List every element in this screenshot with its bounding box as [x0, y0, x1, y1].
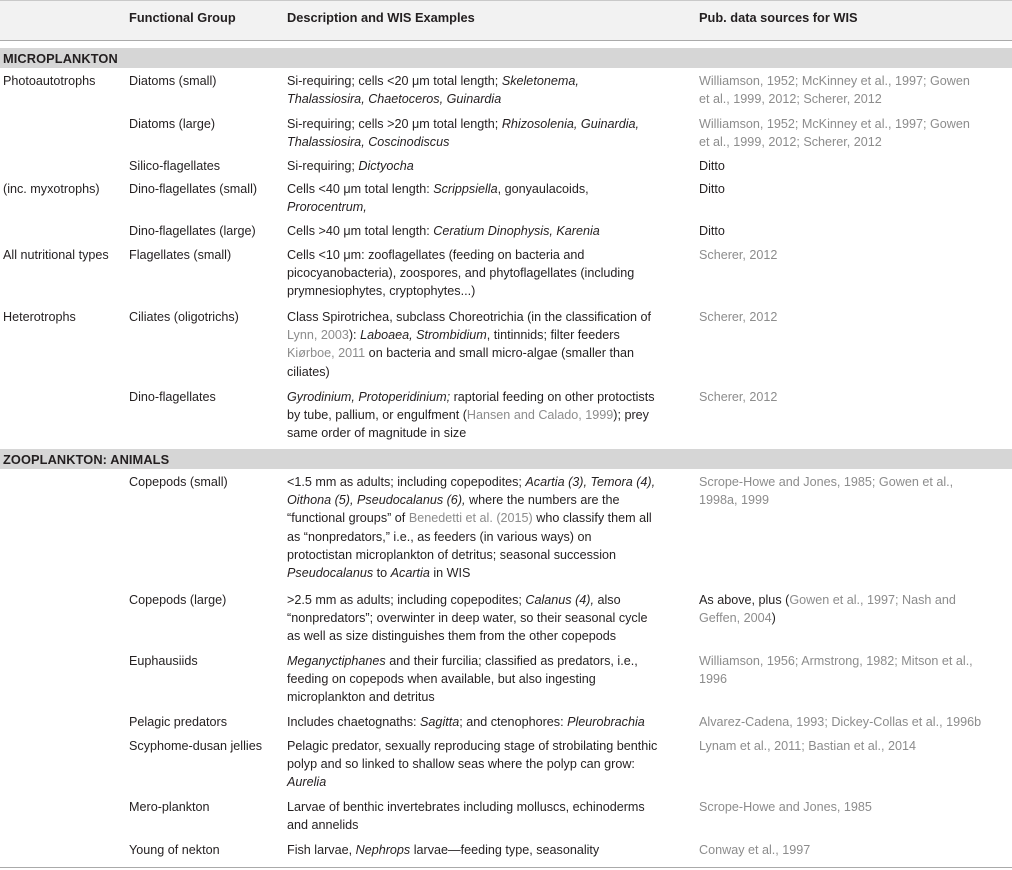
text-run: in WIS: [429, 566, 471, 581]
cell-line: [287, 546, 655, 564]
cell-line: [287, 737, 657, 755]
citation: Alvarez-Cadena, 1993; Dickey-Collas et al., 1996b: [699, 715, 982, 729]
cell-line: [287, 157, 414, 175]
taxon-name: Scrippsiella: [433, 182, 498, 196]
data-sources-cell: [699, 115, 970, 151]
cell-line: Euphausiids: [129, 654, 198, 668]
text-run: ); prey: [613, 408, 649, 423]
citation: Scrope-Howe and Jones, 1985; Gowen et al.,: [699, 475, 954, 489]
cell-line: Scyphome-dusan jellies: [129, 739, 263, 753]
text-run: , tintinnids; filter feeders: [486, 328, 620, 343]
text-run: and annelids: [287, 818, 359, 833]
cell-line: [699, 246, 777, 264]
cell-line: Silico-flagellates: [129, 159, 220, 173]
cell-line: [287, 591, 648, 609]
cell-line: [287, 180, 589, 198]
section-title: MICROPLANKTON: [3, 51, 118, 66]
text-run: microplankton and detritus: [287, 690, 435, 705]
text-run: prymnesiophytes, cryptophytes...): [287, 284, 476, 299]
functional-group-cell: [129, 388, 216, 406]
text-run: where the numbers are the: [465, 493, 620, 508]
text-run: Si-requiring; cells <20 μm total length;: [287, 74, 502, 88]
text-run: “nonpredators”; overwinter in deep water, so their seasonal cycle: [287, 611, 648, 626]
cell-line: [287, 115, 639, 133]
data-sources-cell: [699, 473, 953, 509]
taxon-name: Acartia: [390, 566, 430, 581]
cell-line: [699, 308, 777, 326]
text-run: Cells <10 μm: zooflagellates (feeding on bacteria and: [287, 248, 585, 262]
functional-group-cell: [129, 115, 215, 133]
description-cell: [287, 115, 639, 151]
cell-line: Pelagic predators: [129, 715, 228, 729]
citation: Gowen et al., 1997; Nash and: [789, 593, 956, 607]
cell-line: Dino-flagellates (small): [129, 182, 258, 196]
cell-line: Heterotrophs: [3, 310, 76, 324]
functional-group-cell: [129, 222, 256, 240]
row-category: [3, 72, 95, 90]
taxon-name: Pleurobrachia: [567, 715, 645, 729]
text-run: feeding on copepods when available, but also ingesting: [287, 672, 596, 687]
cell-line: [699, 72, 970, 90]
taxon-name: Prorocentrum,: [287, 200, 367, 215]
text-run: ):: [348, 328, 361, 343]
text-run: Cells <40 μm total length:: [287, 182, 434, 196]
description-cell: [287, 388, 655, 443]
cell-line: [699, 133, 970, 151]
text-run: “functional groups” of: [287, 511, 409, 526]
description-cell: [287, 798, 645, 834]
text-run: ; and ctenophores:: [459, 715, 568, 729]
cell-line: [287, 90, 579, 108]
cell-line: [287, 282, 634, 300]
taxon-name: Thalassiosira, Chaetoceros, Guinardia: [287, 92, 502, 107]
data-sources-cell: [699, 157, 725, 175]
row-category: [3, 308, 76, 326]
text-run: Fish larvae,: [287, 843, 356, 857]
citation: et al., 1999, 2012; Scherer, 2012: [699, 135, 882, 150]
cell-line: [287, 528, 655, 546]
section-header: [0, 48, 1012, 68]
cell-line: Flagellates (small): [129, 248, 232, 262]
taxon-name: Laboaea, Strombidium: [360, 328, 487, 343]
cell-line: [287, 841, 599, 859]
text-run: Cells >40 μm total length:: [287, 224, 434, 238]
text-run: <1.5 mm as adults; including copepodites;: [287, 475, 526, 489]
cell-line: [699, 670, 973, 688]
taxon-name: Pseudocalanus: [287, 566, 374, 581]
citation: Williamson, 1952; McKinney et al., 1997; Gowen: [699, 74, 970, 88]
data-sources-cell: [699, 652, 973, 688]
data-sources-cell: [699, 72, 970, 108]
text-run: larvae—feeding type, seasonality: [410, 843, 600, 857]
cell-line: [287, 816, 645, 834]
functional-group-cell: [129, 652, 198, 670]
header-functional-group: Functional Group: [129, 10, 236, 25]
cell-line: [699, 737, 916, 755]
cell-line: [287, 798, 645, 816]
cell-line: [287, 264, 634, 282]
text-run: ): [771, 611, 776, 626]
functional-group-cell: [129, 157, 220, 175]
citation: 1998a, 1999: [699, 493, 770, 508]
text-run: Class Spirotrichea, subclass Choreotrichia (in the classification of: [287, 310, 651, 324]
functional-group-cell: [129, 246, 231, 264]
cell-line: [699, 115, 970, 133]
cell-line: [287, 473, 655, 491]
data-sources-cell: [699, 798, 872, 816]
row-category: [3, 180, 100, 198]
description-cell: [287, 841, 599, 859]
data-sources-cell: [699, 737, 916, 755]
data-sources-cell: [699, 180, 725, 198]
taxon-name: Thalassiosira, Coscinodiscus: [287, 135, 450, 150]
header-description: Description and WIS Examples: [287, 10, 475, 25]
cell-line: [287, 670, 638, 688]
text-run: protoctistan microplankton of detritus; seasonal succession: [287, 547, 617, 562]
data-sources-cell: [699, 308, 777, 326]
functional-group-cell: [129, 180, 257, 198]
cell-line: [287, 491, 655, 509]
text-run: Ditto: [699, 182, 725, 196]
taxon-name: Oithona (5), Pseudocalanus (6),: [287, 493, 466, 508]
cell-line: [699, 473, 953, 491]
taxon-name: Dictyocha: [358, 159, 414, 173]
cell-line: [287, 388, 655, 406]
functional-group-cell: [129, 798, 210, 816]
cell-line: Dino-flagellates: [129, 390, 216, 404]
citation: 1996: [699, 672, 728, 687]
cell-line: Young of nekton: [129, 843, 220, 857]
citation: Scherer, 2012: [699, 390, 778, 404]
text-run: by tube, pallium, or engulfment (: [287, 408, 467, 423]
cell-line: [699, 609, 956, 627]
text-run: and their furcilia; classified as predators, i.e.,: [385, 654, 638, 668]
text-run: Larvae of benthic invertebrates including molluscs, echinoderms: [287, 800, 645, 814]
cell-line: [287, 308, 651, 326]
text-run: who classify them all: [532, 511, 652, 526]
cell-line: [287, 326, 651, 344]
cell-line: [287, 406, 655, 424]
citation: Scrope-Howe and Jones, 1985: [699, 800, 872, 814]
taxon-name: Sagitta: [420, 715, 460, 729]
cell-line: [699, 591, 956, 609]
cell-line: (inc. myxotrophs): [3, 182, 100, 196]
cell-line: [699, 388, 777, 406]
description-cell: [287, 72, 579, 108]
citation: Conway et al., 1997: [699, 843, 811, 857]
text-run: Pelagic predator, sexually reproducing stage of strobilating benthic: [287, 739, 658, 753]
citation: Scherer, 2012: [699, 310, 778, 324]
cell-line: Copepods (small): [129, 475, 228, 489]
text-run: >2.5 mm as adults; including copepodites;: [287, 593, 526, 607]
description-cell: [287, 157, 414, 175]
functional-group-cell: [129, 841, 220, 859]
text-run: Includes chaetognaths:: [287, 715, 421, 729]
cell-line: Diatoms (small): [129, 74, 217, 88]
data-sources-cell: [699, 591, 956, 627]
description-cell: [287, 308, 651, 381]
taxon-name: Nephrops: [355, 843, 411, 857]
citation: Geffen, 2004: [699, 611, 772, 626]
text-run: on bacteria and small micro-algae (smaller than: [365, 346, 634, 361]
citation: Kiørboe, 2011: [287, 346, 366, 361]
citation: Scherer, 2012: [699, 248, 778, 262]
data-sources-cell: [699, 388, 777, 406]
taxon-name: Skeletonema,: [501, 74, 579, 88]
functional-group-cell: [129, 737, 262, 755]
header-data-sources: Pub. data sources for WIS: [699, 10, 858, 25]
text-run: polyp and so linked to shallow seas where the polyp can grow:: [287, 757, 635, 772]
functional-group-cell: [129, 713, 227, 731]
cell-line: [699, 90, 970, 108]
description-cell: [287, 246, 634, 301]
text-run: Si-requiring;: [287, 159, 359, 173]
taxon-name: Rhizosolenia, Guinardia,: [501, 117, 640, 131]
cell-line: [287, 564, 655, 582]
row-category: [3, 246, 109, 264]
data-sources-cell: [699, 222, 725, 240]
text-run: also: [593, 593, 621, 607]
citation: Benedetti et al. (2015): [408, 511, 533, 526]
section-header: [0, 449, 1012, 469]
cell-line: [287, 424, 655, 442]
cell-line: [699, 652, 973, 670]
text-run: as well as size distinguishes them from the other copepods: [287, 629, 617, 644]
description-cell: [287, 591, 648, 646]
description-cell: [287, 652, 638, 707]
data-sources-cell: [699, 841, 810, 859]
text-run: Ditto: [699, 224, 725, 238]
taxon-name: Ceratium Dinophysis, Karenia: [433, 224, 600, 238]
cell-line: [287, 363, 651, 381]
cell-line: All nutritional types: [3, 248, 109, 262]
taxon-name: Gyrodinium, Protoperidinium;: [287, 390, 451, 404]
cell-line: [287, 755, 657, 773]
text-run: ciliates): [287, 364, 330, 379]
taxon-name: Meganyctiphanes: [287, 654, 386, 668]
data-sources-cell: [699, 713, 981, 731]
functional-group-cell: [129, 308, 239, 326]
cell-line: Ciliates (oligotrichs): [129, 310, 239, 324]
citation: Lynn, 2003: [287, 328, 349, 343]
taxon-name: Calanus (4),: [525, 593, 594, 607]
citation: Williamson, 1956; Armstrong, 1982; Mitson et al.,: [699, 654, 973, 668]
cell-line: [287, 133, 639, 151]
text-run: same order of magnitude in size: [287, 426, 467, 441]
functional-group-cell: [129, 473, 228, 491]
description-cell: [287, 180, 589, 216]
cell-line: [287, 713, 645, 731]
data-sources-cell: [699, 246, 777, 264]
cell-line: Dino-flagellates (large): [129, 224, 256, 238]
functional-group-cell: [129, 591, 226, 609]
text-run: picocyanobacteria), zoospores, and phytoflagellates (including: [287, 266, 635, 281]
cell-line: [287, 246, 634, 264]
cell-line: Copepods (large): [129, 593, 227, 607]
cell-line: Mero-plankton: [129, 800, 210, 814]
table-header: [0, 0, 1012, 41]
text-run: , gonyaulacoids,: [497, 182, 589, 196]
citation: Hansen and Calado, 1999: [466, 408, 614, 423]
text-run: to: [373, 566, 391, 581]
table-bottom-rule: [0, 867, 1012, 868]
cell-line: Diatoms (large): [129, 117, 216, 131]
cell-line: [287, 344, 651, 362]
cell-line: [699, 713, 981, 731]
citation: Lynam et al., 2011; Bastian et al., 2014: [699, 739, 917, 753]
cell-line: [287, 509, 655, 527]
text-run: Ditto: [699, 159, 725, 173]
text-run: raptorial feeding on other protoctists: [450, 390, 655, 404]
cell-line: [287, 222, 600, 240]
cell-line: [287, 688, 638, 706]
text-run: Si-requiring; cells >20 μm total length;: [287, 117, 502, 131]
taxon-name: Aurelia: [287, 775, 327, 790]
cell-line: [287, 198, 589, 216]
cell-line: [699, 491, 953, 509]
cell-line: [287, 609, 648, 627]
cell-line: [287, 652, 638, 670]
cell-line: [699, 841, 810, 859]
cell-line: Photoautotrophs: [3, 74, 96, 88]
cell-line: [699, 798, 872, 816]
text-run: As above, plus (: [699, 593, 790, 607]
taxon-name: Acartia (3), Temora (4),: [525, 475, 656, 489]
cell-line: [287, 773, 657, 791]
cell-line: [699, 222, 725, 240]
cell-line: [287, 72, 579, 90]
cell-line: [699, 180, 725, 198]
section-title: ZOOPLANKTON: ANIMALS: [3, 452, 170, 467]
description-cell: [287, 713, 645, 731]
description-cell: [287, 222, 600, 240]
cell-line: [287, 627, 648, 645]
description-cell: [287, 737, 657, 792]
functional-group-cell: [129, 72, 216, 90]
citation: Williamson, 1952; McKinney et al., 1997; Gowen: [699, 117, 970, 131]
cell-line: [699, 157, 725, 175]
text-run: as “nonpredators,” i.e., as feeders (in various ways) on: [287, 529, 592, 544]
description-cell: [287, 473, 655, 582]
citation: et al., 1999, 2012; Scherer, 2012: [699, 92, 882, 107]
